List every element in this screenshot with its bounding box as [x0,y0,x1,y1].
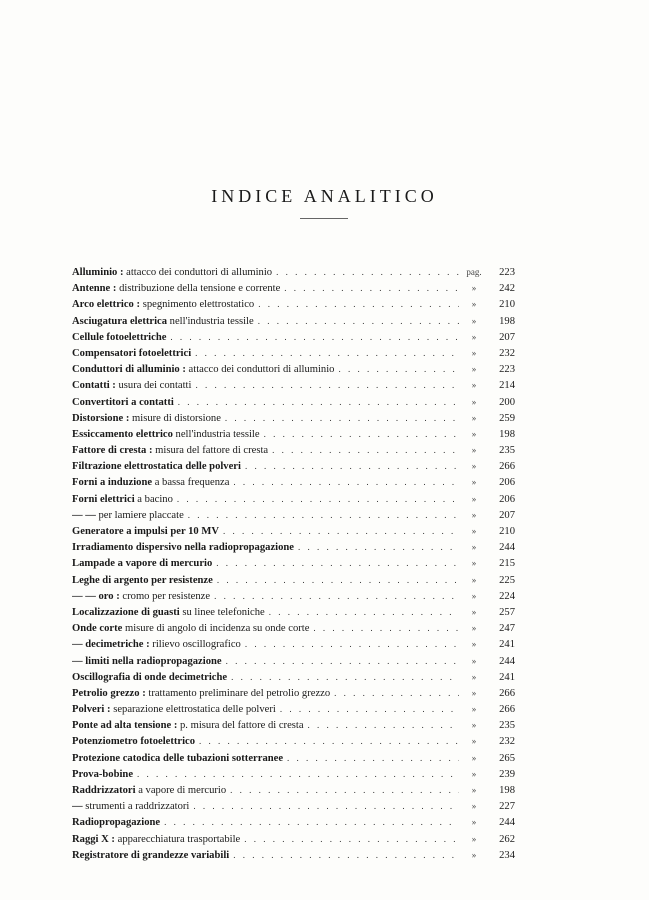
page-prefix: » [471,493,477,504]
page-number: 225 [499,574,515,586]
entry-subtitle: spegnimento elettrostatico [140,299,255,311]
index-entry [72,426,515,442]
dot-leader [334,361,459,377]
dot-leader [254,296,459,312]
entry-text [72,411,221,426]
page-number: 244 [499,655,515,667]
index-entry [72,750,515,766]
index-entry [72,555,515,571]
entry-text [72,637,241,652]
page-number: 198 [499,315,515,327]
entry-heading: — [72,801,83,813]
title-divider [300,218,348,219]
page-prefix: » [471,639,477,650]
page-number: 241 [499,639,515,651]
page-prefix: » [471,445,477,456]
entry-subtitle: su linee telefoniche [179,606,265,618]
dot-leader [229,847,459,863]
entry-text [72,718,304,733]
page-number: 235 [499,445,515,457]
page-number: 242 [499,283,515,295]
page-prefix: » [471,461,477,472]
page-number: 266 [499,461,515,473]
entry-heading: Conduttori di alluminio : [72,364,186,376]
page-number: 241 [499,671,515,683]
entry-text [72,832,240,847]
dot-leader [184,507,459,523]
page-number: 247 [499,623,515,635]
index-entry [72,491,515,507]
page-prefix: » [471,380,477,391]
index-entry [72,831,515,847]
entry-heading: Prova-bobine [72,768,134,780]
page-prefix: » [471,396,477,407]
entry-subtitle: misura del fattore di cresta [152,445,269,457]
dot-leader [174,394,459,410]
entry-heading: — limiti nella radiopropagazione [72,655,222,667]
index-entry [72,782,515,798]
index-entry [72,280,515,296]
page-number: 266 [499,687,515,699]
entry-heading: Fattore di cresta : [72,445,153,457]
entry-heading: Ponte ad alta tensione : [72,720,178,732]
index-entry [72,701,515,717]
entry-heading: Contatti : [72,380,116,392]
entry-text [72,686,330,701]
page-number: 223 [499,267,515,278]
page-prefix: » [471,558,477,569]
dot-leader [254,313,459,329]
index-entry [72,296,515,312]
page-prefix: » [471,752,477,763]
index-entry [72,442,515,458]
index-entry [72,620,515,636]
entry-subtitle: apparecchiatura trasportabile [114,833,241,845]
entry-text [72,524,219,539]
entry-text [72,281,280,296]
page-prefix: » [471,671,477,682]
entry-heading: Distorsione : [72,412,130,424]
entry-text [72,297,254,312]
entry-heading: Leghe di argento per resistenze [72,574,213,586]
entry-text [72,734,195,749]
entry-heading: Onde corte [72,623,123,635]
entry-heading: Compensatori fotoelettrici [72,347,192,359]
page-prefix: » [471,623,477,634]
page-number: 215 [499,558,515,570]
entry-subtitle: attacco dei conduttori di alluminio [185,364,335,376]
entry-heading: Lampade a vapore di mercurio [72,558,213,570]
index-entry [72,685,515,701]
entry-subtitle: attacco dei conduttori di alluminio [123,267,273,278]
entry-text [72,427,260,442]
index-entry [72,539,515,555]
entry-text [72,508,184,523]
entry-text [72,815,160,830]
entry-heading: Polveri : [72,704,111,716]
dot-leader [229,474,459,490]
entry-subtitle: misure di distorsione [129,412,221,424]
entry-text [72,475,229,490]
page-prefix: » [471,299,477,310]
page-prefix: » [471,801,477,812]
index-entry [72,847,515,863]
page-number: 265 [499,752,515,764]
page-prefix: » [471,526,477,536]
dot-leader [191,345,459,361]
dot-leader [304,717,459,733]
entry-subtitle: separazione elettrostatica delle polveri [110,704,276,716]
index-entry [72,717,515,733]
dot-leader [309,620,459,636]
page-prefix: » [471,428,477,439]
page-prefix: » [471,704,477,715]
entry-heading: Asciugatura elettrica [72,315,168,327]
page-number: 198 [499,428,515,440]
index-entry [72,361,515,377]
page-prefix: » [471,412,477,423]
entry-text [72,540,294,555]
page-number: 206 [499,477,515,489]
entry-subtitle: a vapore di mercurio [135,785,227,796]
page-number: 224 [499,590,515,602]
entry-heading: Radiopropagazione [72,817,161,829]
entry-text [72,848,229,863]
index-entry [72,572,515,588]
page-number: 235 [499,720,515,732]
page-number: 198 [499,785,515,796]
entry-text [72,395,174,410]
entry-heading: Localizzazione di guasti [72,606,180,618]
entry-heading: Filtrazione elettrostatica delle polveri [72,461,241,473]
entry-subtitle: distribuzione della tensione e corrente [116,283,281,295]
index-entry [72,523,515,539]
page-prefix: » [471,542,477,553]
entry-text [72,330,166,345]
page-number: 266 [499,704,515,716]
page-prefix: » [471,347,477,358]
page-prefix: » [471,817,477,828]
dot-leader [221,410,459,426]
entry-heading: Cellule fotoelettriche [72,331,167,343]
page-number: 206 [499,493,515,505]
dot-leader [265,604,459,620]
entry-text [72,492,173,507]
entry-text [72,799,189,814]
dot-leader [212,555,459,571]
index-entry [72,474,515,490]
page-prefix: » [471,720,477,731]
entry-text [72,362,334,377]
index-entry [72,653,515,669]
index-entry [72,604,515,620]
entry-heading: Forni elettrici [72,493,135,505]
index-entry [72,394,515,410]
entry-subtitle: trattamento preliminare del petrolio grezzo [145,687,331,699]
index-entry [72,345,515,361]
entry-subtitle: per lamiere placcate [95,509,184,521]
page-number: 223 [499,364,515,376]
entry-heading: Registratore di grandezze variabili [72,849,230,861]
entry-text [72,589,210,604]
page-number: 262 [499,833,515,845]
entry-subtitle: a bacino [134,493,173,505]
entry-subtitle: strumenti a raddrizzatori [82,801,190,813]
entry-heading: Irradiamento dispersivo nella radiopropagazione [72,542,294,554]
page-number: 210 [499,299,515,311]
page-prefix: » [471,606,477,617]
entry-text [72,702,276,717]
index-entry [72,636,515,652]
index-entry [72,766,515,782]
entry-subtitle: nell'industria tessile [172,428,260,440]
dot-leader [260,426,459,442]
entry-text [72,314,254,329]
index-entry [72,377,515,393]
entry-text [72,605,265,620]
dot-leader [210,588,459,604]
entry-heading: Generatore a impulsi per 10 MV [72,526,220,537]
page-number: 232 [499,347,515,359]
dot-leader [240,831,459,847]
dot-leader [213,572,459,588]
entry-text [72,378,191,393]
page-number: 207 [499,509,515,521]
entry-text [72,621,309,636]
entry-subtitle: rilievo oscillografico [149,639,241,651]
index-entry [72,410,515,426]
page-number: 244 [499,542,515,554]
page-number: 227 [499,801,515,813]
dot-leader [160,814,459,830]
index-entry [72,313,515,329]
entry-heading: Forni a induzione [72,477,153,489]
page-prefix: » [471,574,477,585]
index-entry [72,798,515,814]
index-entry [72,264,515,280]
entry-subtitle: p. misura del fattore di cresta [177,720,304,732]
dot-leader [227,669,459,685]
dot-leader [219,523,459,539]
dot-leader [173,491,459,507]
page-prefix: » [471,833,477,844]
dot-leader [330,685,459,701]
dot-leader [241,458,459,474]
index-entry [72,814,515,830]
entry-text [72,767,133,782]
entry-text [72,751,283,766]
page-prefix: » [471,509,477,520]
entry-heading: Protezione catodica delle tubazioni sotterranee [72,752,284,764]
page-number: 234 [499,849,515,861]
page-prefix: » [471,849,477,860]
index-list [72,264,515,863]
page-prefix: » [471,736,477,747]
page-number: 259 [499,412,515,424]
page-number: 214 [499,380,515,392]
entry-text [72,573,213,588]
entry-text [72,670,227,685]
page-prefix: » [471,687,477,698]
dot-leader [294,539,459,555]
entry-heading: Petrolio grezzo : [72,687,146,699]
entry-subtitle: nell'industria tessile [167,315,254,327]
entry-heading: Antenne : [72,283,117,295]
entry-text [72,783,226,798]
index-entry [72,329,515,345]
entry-heading: Alluminio : [72,267,124,278]
index-entry [72,733,515,749]
entry-subtitle: misure di angolo di incidenza su onde corte [122,623,310,635]
dot-leader [280,280,459,296]
dot-leader [191,377,459,393]
dot-leader [133,766,459,782]
index-entry [72,458,515,474]
entry-subtitle: usura dei contatti [115,380,192,392]
entry-heading: Raddrizzatori [72,785,136,796]
entry-heading: Essiccamento elettrico [72,428,173,440]
page-prefix: » [471,768,477,779]
entry-subtitle: cromo per resistenze [119,590,211,602]
entry-text [72,654,222,669]
page-prefix: » [471,655,477,666]
entry-heading: Potenziometro fotoelettrico [72,736,196,748]
page-prefix: » [471,283,477,294]
index-entry [72,669,515,685]
dot-leader [222,653,459,669]
page-number: 200 [499,396,515,408]
dot-leader [166,329,459,345]
page-number: 239 [499,768,515,780]
index-entry [72,507,515,523]
page-number: 244 [499,817,515,829]
page-prefix: » [471,785,477,795]
entry-text [72,265,272,280]
index-entry [72,588,515,604]
entry-heading: — — [72,509,96,521]
page-number: 207 [499,331,515,343]
dot-leader [241,636,459,652]
dot-leader [189,798,459,814]
page-number: 232 [499,736,515,748]
dot-leader [195,733,459,749]
entry-subtitle: a bassa frequenza [152,477,230,489]
entry-heading: Raggi X : [72,833,115,845]
page-prefix: » [471,364,477,375]
page-number: 257 [499,606,515,618]
dot-leader [272,264,459,280]
page-title: INDICE ANALITICO [211,186,438,206]
page-prefix: » [471,331,477,342]
page-prefix: » [471,315,477,326]
page-prefix: » [471,477,477,488]
dot-leader [268,442,459,458]
entry-heading: — — oro : [72,590,120,602]
entry-text [72,443,268,458]
entry-text [72,346,191,361]
page-prefix: » [471,590,477,601]
entry-text [72,459,241,474]
dot-leader [276,701,459,717]
entry-heading: Convertitori a contatti [72,396,174,408]
dot-leader [226,782,459,798]
entry-text [72,556,212,571]
page-prefix: pag. [466,267,482,277]
entry-heading: Arco elettrico : [72,299,141,311]
page-number: 210 [499,526,515,537]
dot-leader [283,750,459,766]
entry-heading: — decimetriche : [72,639,150,651]
entry-heading: Oscillografia di onde decimetriche [72,671,228,683]
